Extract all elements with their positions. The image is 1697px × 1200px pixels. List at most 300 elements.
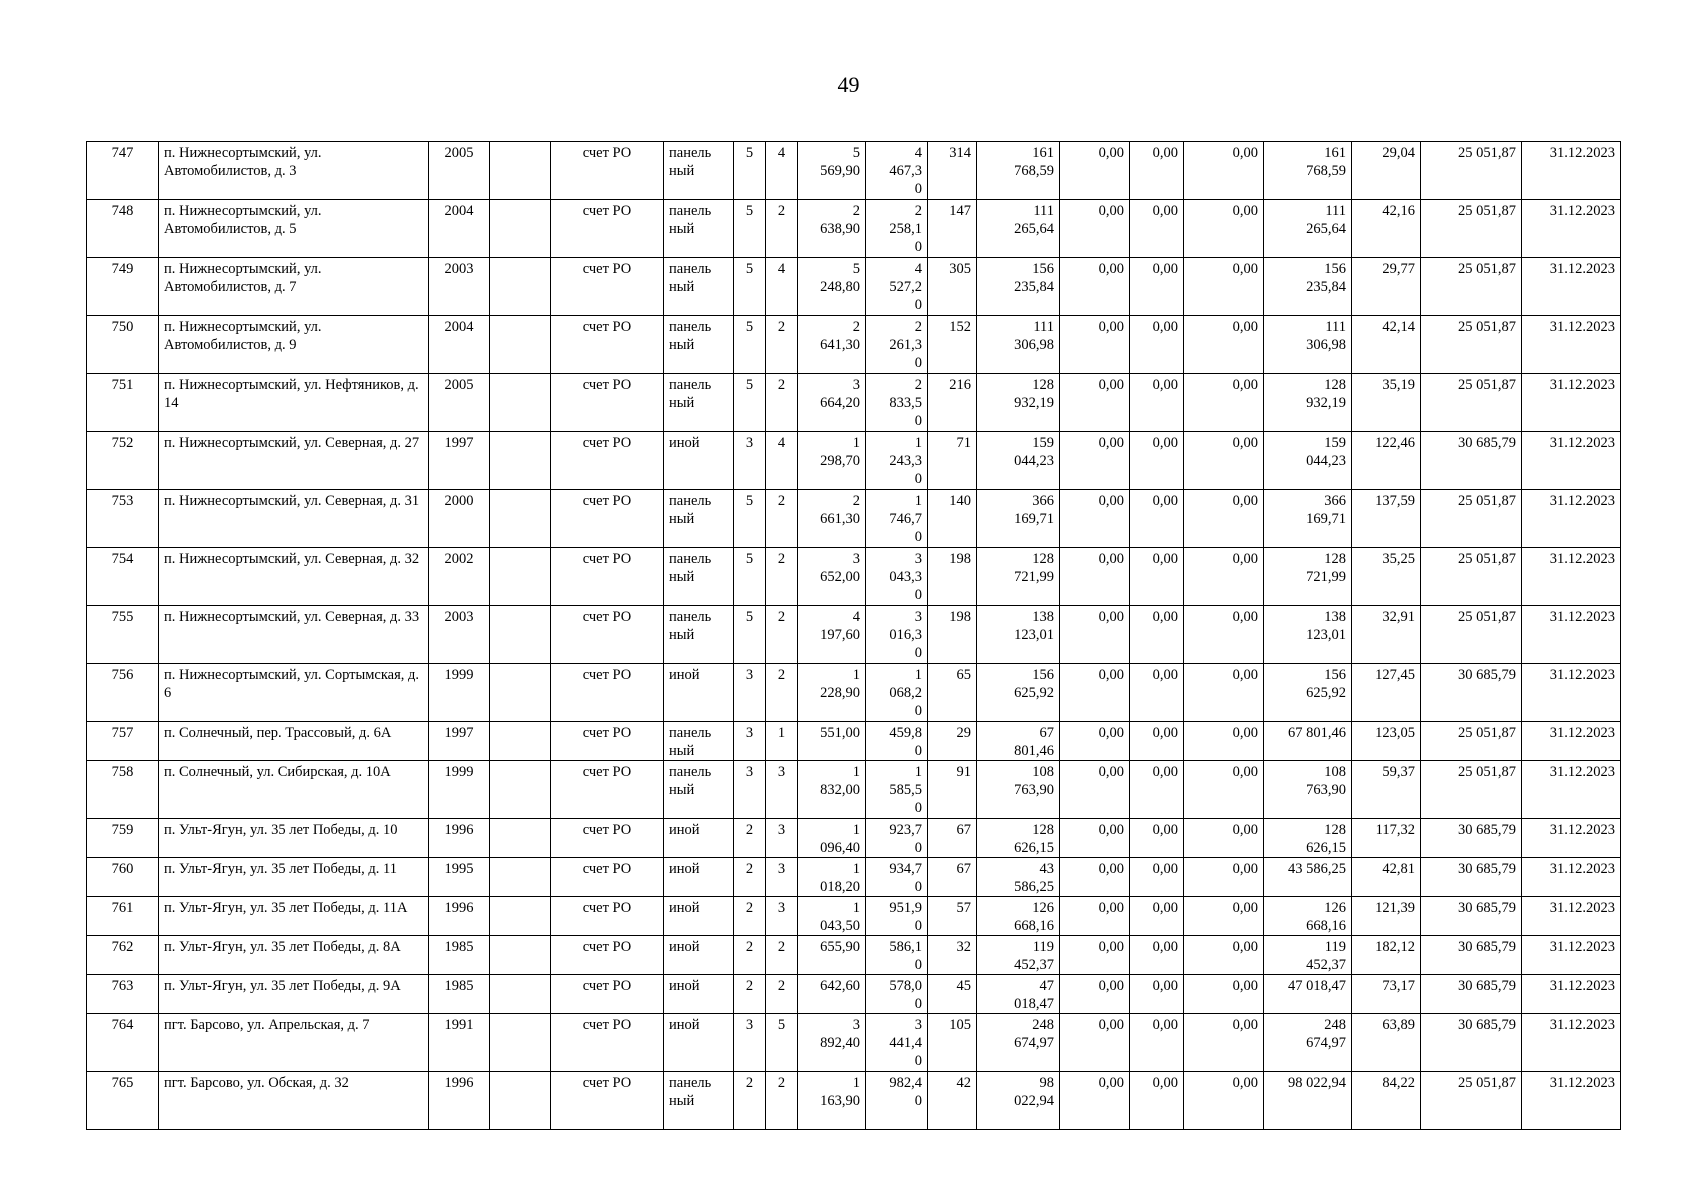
entrances-cell: 5 bbox=[766, 1014, 798, 1072]
table-row bbox=[87, 432, 1621, 490]
blank-cell-cell bbox=[490, 936, 551, 975]
table-row bbox=[87, 316, 1621, 374]
wall-material-cell: иной bbox=[664, 819, 734, 858]
living-area-cell: 4 467,3 0 bbox=[866, 142, 928, 200]
table-row bbox=[87, 936, 1621, 975]
cost-total-cell: 128 721,99 bbox=[977, 548, 1060, 606]
wall-material-cell: панель ный bbox=[664, 258, 734, 316]
cost-federal-cell: 0,00 bbox=[1060, 975, 1130, 1014]
cost-per-m2-cell: 137,59 bbox=[1352, 490, 1421, 548]
residents-cell: 67 bbox=[928, 819, 977, 858]
completion-date-cell: 31.12.2023 bbox=[1522, 722, 1621, 761]
entrances-cell: 2 bbox=[766, 975, 798, 1014]
wall-material-cell: панель ный bbox=[664, 606, 734, 664]
row-number-cell: 747 bbox=[87, 142, 159, 200]
fund-account-cell: счет РО bbox=[551, 606, 664, 664]
cost-owners-cell: 156 235,84 bbox=[1264, 258, 1352, 316]
cost-regional-cell: 0,00 bbox=[1130, 432, 1184, 490]
floors-cell: 5 bbox=[734, 316, 766, 374]
year-built-cell: 2000 bbox=[429, 490, 490, 548]
cost-limit-cell: 30 685,79 bbox=[1421, 858, 1522, 897]
fund-account-cell: счет РО bbox=[551, 1014, 664, 1072]
total-area-cell: 5 569,90 bbox=[798, 142, 866, 200]
cost-federal-cell: 0,00 bbox=[1060, 897, 1130, 936]
address-cell: пгт. Барсово, ул. Апрельская, д. 7 bbox=[159, 1014, 429, 1072]
fund-account-cell: счет РО bbox=[551, 374, 664, 432]
blank-cell-cell bbox=[490, 722, 551, 761]
wall-material-cell: иной bbox=[664, 1014, 734, 1072]
year-built-cell: 1991 bbox=[429, 1014, 490, 1072]
cost-municipal-cell: 0,00 bbox=[1184, 258, 1264, 316]
cost-total-cell: 128 932,19 bbox=[977, 374, 1060, 432]
address-cell: п. Нижнесортымский, ул. Северная, д. 27 bbox=[159, 432, 429, 490]
blank-cell-cell bbox=[490, 200, 551, 258]
fund-account-cell: счет РО bbox=[551, 722, 664, 761]
cost-federal-cell: 0,00 bbox=[1060, 761, 1130, 819]
cost-total-cell: 108 763,90 bbox=[977, 761, 1060, 819]
cost-owners-cell: 128 721,99 bbox=[1264, 548, 1352, 606]
housing-registry-table bbox=[86, 141, 1621, 1130]
entrances-cell: 1 bbox=[766, 722, 798, 761]
cost-limit-cell: 25 051,87 bbox=[1421, 258, 1522, 316]
total-area-cell: 2 638,90 bbox=[798, 200, 866, 258]
cost-federal-cell: 0,00 bbox=[1060, 490, 1130, 548]
row-number-cell: 750 bbox=[87, 316, 159, 374]
cost-owners-cell: 126 668,16 bbox=[1264, 897, 1352, 936]
cost-total-cell: 98 022,94 bbox=[977, 1072, 1060, 1130]
wall-material-cell: иной bbox=[664, 858, 734, 897]
total-area-cell: 1 043,50 bbox=[798, 897, 866, 936]
row-number-cell: 757 bbox=[87, 722, 159, 761]
total-area-cell: 551,00 bbox=[798, 722, 866, 761]
table-row bbox=[87, 858, 1621, 897]
cost-federal-cell: 0,00 bbox=[1060, 374, 1130, 432]
table-row bbox=[87, 258, 1621, 316]
cost-limit-cell: 30 685,79 bbox=[1421, 897, 1522, 936]
cost-total-cell: 128 626,15 bbox=[977, 819, 1060, 858]
cost-per-m2-cell: 84,22 bbox=[1352, 1072, 1421, 1130]
fund-account-cell: счет РО bbox=[551, 975, 664, 1014]
wall-material-cell: панель ный bbox=[664, 200, 734, 258]
cost-total-cell: 47 018,47 bbox=[977, 975, 1060, 1014]
address-cell: п. Нижнесортымский, ул. Сортымская, д. 6 bbox=[159, 664, 429, 722]
table-row bbox=[87, 819, 1621, 858]
row-number-cell: 760 bbox=[87, 858, 159, 897]
cost-municipal-cell: 0,00 bbox=[1184, 374, 1264, 432]
cost-owners-cell: 366 169,71 bbox=[1264, 490, 1352, 548]
total-area-cell: 4 197,60 bbox=[798, 606, 866, 664]
completion-date-cell: 31.12.2023 bbox=[1522, 1072, 1621, 1130]
address-cell: п. Нижнесортымский, ул. Северная, д. 32 bbox=[159, 548, 429, 606]
floors-cell: 2 bbox=[734, 897, 766, 936]
floors-cell: 3 bbox=[734, 722, 766, 761]
cost-regional-cell: 0,00 bbox=[1130, 722, 1184, 761]
completion-date-cell: 31.12.2023 bbox=[1522, 548, 1621, 606]
living-area-cell: 951,9 0 bbox=[866, 897, 928, 936]
living-area-cell: 2 833,5 0 bbox=[866, 374, 928, 432]
total-area-cell: 1 832,00 bbox=[798, 761, 866, 819]
wall-material-cell: панель ный bbox=[664, 1072, 734, 1130]
living-area-cell: 459,8 0 bbox=[866, 722, 928, 761]
cost-regional-cell: 0,00 bbox=[1130, 1014, 1184, 1072]
fund-account-cell: счет РО bbox=[551, 432, 664, 490]
cost-total-cell: 156 235,84 bbox=[977, 258, 1060, 316]
fund-account-cell: счет РО bbox=[551, 200, 664, 258]
cost-per-m2-cell: 42,14 bbox=[1352, 316, 1421, 374]
cost-regional-cell: 0,00 bbox=[1130, 142, 1184, 200]
entrances-cell: 3 bbox=[766, 761, 798, 819]
cost-municipal-cell: 0,00 bbox=[1184, 761, 1264, 819]
cost-regional-cell: 0,00 bbox=[1130, 606, 1184, 664]
table-row bbox=[87, 142, 1621, 200]
cost-federal-cell: 0,00 bbox=[1060, 258, 1130, 316]
residents-cell: 42 bbox=[928, 1072, 977, 1130]
fund-account-cell: счет РО bbox=[551, 761, 664, 819]
year-built-cell: 1996 bbox=[429, 819, 490, 858]
completion-date-cell: 31.12.2023 bbox=[1522, 432, 1621, 490]
entrances-cell: 2 bbox=[766, 316, 798, 374]
wall-material-cell: панель ный bbox=[664, 761, 734, 819]
total-area-cell: 1 228,90 bbox=[798, 664, 866, 722]
cost-owners-cell: 67 801,46 bbox=[1264, 722, 1352, 761]
wall-material-cell: панель ный bbox=[664, 374, 734, 432]
blank-cell-cell bbox=[490, 258, 551, 316]
living-area-cell: 578,0 0 bbox=[866, 975, 928, 1014]
blank-cell-cell bbox=[490, 374, 551, 432]
residents-cell: 32 bbox=[928, 936, 977, 975]
table-row bbox=[87, 548, 1621, 606]
cost-limit-cell: 25 051,87 bbox=[1421, 722, 1522, 761]
table-row bbox=[87, 761, 1621, 819]
cost-regional-cell: 0,00 bbox=[1130, 258, 1184, 316]
fund-account-cell: счет РО bbox=[551, 490, 664, 548]
blank-cell-cell bbox=[490, 316, 551, 374]
entrances-cell: 2 bbox=[766, 374, 798, 432]
fund-account-cell: счет РО bbox=[551, 819, 664, 858]
total-area-cell: 2 641,30 bbox=[798, 316, 866, 374]
cost-per-m2-cell: 29,04 bbox=[1352, 142, 1421, 200]
address-cell: п. Нижнесортымский, ул. Северная, д. 33 bbox=[159, 606, 429, 664]
cost-owners-cell: 156 625,92 bbox=[1264, 664, 1352, 722]
fund-account-cell: счет РО bbox=[551, 548, 664, 606]
wall-material-cell: иной bbox=[664, 936, 734, 975]
completion-date-cell: 31.12.2023 bbox=[1522, 490, 1621, 548]
completion-date-cell: 31.12.2023 bbox=[1522, 142, 1621, 200]
living-area-cell: 3 043,3 0 bbox=[866, 548, 928, 606]
cost-municipal-cell: 0,00 bbox=[1184, 819, 1264, 858]
cost-federal-cell: 0,00 bbox=[1060, 432, 1130, 490]
cost-regional-cell: 0,00 bbox=[1130, 936, 1184, 975]
address-cell: пгт. Барсово, ул. Обская, д. 32 bbox=[159, 1072, 429, 1130]
cost-regional-cell: 0,00 bbox=[1130, 316, 1184, 374]
cost-owners-cell: 248 674,97 bbox=[1264, 1014, 1352, 1072]
cost-municipal-cell: 0,00 bbox=[1184, 664, 1264, 722]
row-number-cell: 753 bbox=[87, 490, 159, 548]
floors-cell: 5 bbox=[734, 606, 766, 664]
total-area-cell: 1 018,20 bbox=[798, 858, 866, 897]
table-row bbox=[87, 1014, 1621, 1072]
row-number-cell: 765 bbox=[87, 1072, 159, 1130]
row-number-cell: 762 bbox=[87, 936, 159, 975]
blank-cell-cell bbox=[490, 432, 551, 490]
cost-per-m2-cell: 123,05 bbox=[1352, 722, 1421, 761]
year-built-cell: 1999 bbox=[429, 761, 490, 819]
entrances-cell: 3 bbox=[766, 858, 798, 897]
cost-municipal-cell: 0,00 bbox=[1184, 1014, 1264, 1072]
cost-total-cell: 126 668,16 bbox=[977, 897, 1060, 936]
completion-date-cell: 31.12.2023 bbox=[1522, 316, 1621, 374]
floors-cell: 2 bbox=[734, 1072, 766, 1130]
address-cell: п. Нижнесортымский, ул. Северная, д. 31 bbox=[159, 490, 429, 548]
residents-cell: 105 bbox=[928, 1014, 977, 1072]
residents-cell: 67 bbox=[928, 858, 977, 897]
total-area-cell: 655,90 bbox=[798, 936, 866, 975]
cost-owners-cell: 111 265,64 bbox=[1264, 200, 1352, 258]
floors-cell: 2 bbox=[734, 936, 766, 975]
completion-date-cell: 31.12.2023 bbox=[1522, 258, 1621, 316]
year-built-cell: 1985 bbox=[429, 936, 490, 975]
residents-cell: 314 bbox=[928, 142, 977, 200]
cost-municipal-cell: 0,00 bbox=[1184, 722, 1264, 761]
address-cell: п. Нижнесортымский, ул. Автомобилистов, д. 3 bbox=[159, 142, 429, 200]
residents-cell: 198 bbox=[928, 606, 977, 664]
floors-cell: 2 bbox=[734, 819, 766, 858]
total-area-cell: 3 652,00 bbox=[798, 548, 866, 606]
address-cell: п. Нижнесортымский, ул. Автомобилистов, д. 7 bbox=[159, 258, 429, 316]
completion-date-cell: 31.12.2023 bbox=[1522, 200, 1621, 258]
floors-cell: 5 bbox=[734, 200, 766, 258]
year-built-cell: 2004 bbox=[429, 200, 490, 258]
row-number-cell: 755 bbox=[87, 606, 159, 664]
cost-total-cell: 67 801,46 bbox=[977, 722, 1060, 761]
entrances-cell: 3 bbox=[766, 819, 798, 858]
row-number-cell: 759 bbox=[87, 819, 159, 858]
floors-cell: 5 bbox=[734, 258, 766, 316]
completion-date-cell: 31.12.2023 bbox=[1522, 606, 1621, 664]
floors-cell: 3 bbox=[734, 1014, 766, 1072]
completion-date-cell: 31.12.2023 bbox=[1522, 975, 1621, 1014]
year-built-cell: 1997 bbox=[429, 432, 490, 490]
year-built-cell: 1985 bbox=[429, 975, 490, 1014]
cost-regional-cell: 0,00 bbox=[1130, 897, 1184, 936]
cost-limit-cell: 25 051,87 bbox=[1421, 490, 1522, 548]
wall-material-cell: иной bbox=[664, 897, 734, 936]
living-area-cell: 934,7 0 bbox=[866, 858, 928, 897]
cost-total-cell: 119 452,37 bbox=[977, 936, 1060, 975]
floors-cell: 5 bbox=[734, 490, 766, 548]
floors-cell: 3 bbox=[734, 664, 766, 722]
row-number-cell: 763 bbox=[87, 975, 159, 1014]
cost-per-m2-cell: 122,46 bbox=[1352, 432, 1421, 490]
cost-municipal-cell: 0,00 bbox=[1184, 606, 1264, 664]
address-cell: п. Нижнесортымский, ул. Нефтяников, д. 14 bbox=[159, 374, 429, 432]
cost-limit-cell: 30 685,79 bbox=[1421, 819, 1522, 858]
cost-per-m2-cell: 73,17 bbox=[1352, 975, 1421, 1014]
cost-federal-cell: 0,00 bbox=[1060, 606, 1130, 664]
year-built-cell: 2005 bbox=[429, 142, 490, 200]
floors-cell: 3 bbox=[734, 761, 766, 819]
cost-regional-cell: 0,00 bbox=[1130, 975, 1184, 1014]
row-number-cell: 761 bbox=[87, 897, 159, 936]
row-number-cell: 758 bbox=[87, 761, 159, 819]
residents-cell: 71 bbox=[928, 432, 977, 490]
wall-material-cell: панель ный bbox=[664, 722, 734, 761]
cost-federal-cell: 0,00 bbox=[1060, 1072, 1130, 1130]
living-area-cell: 586,1 0 bbox=[866, 936, 928, 975]
cost-total-cell: 156 625,92 bbox=[977, 664, 1060, 722]
completion-date-cell: 31.12.2023 bbox=[1522, 936, 1621, 975]
cost-owners-cell: 47 018,47 bbox=[1264, 975, 1352, 1014]
cost-limit-cell: 25 051,87 bbox=[1421, 606, 1522, 664]
total-area-cell: 3 892,40 bbox=[798, 1014, 866, 1072]
year-built-cell: 2004 bbox=[429, 316, 490, 374]
fund-account-cell: счет РО bbox=[551, 316, 664, 374]
cost-limit-cell: 25 051,87 bbox=[1421, 1072, 1522, 1130]
blank-cell-cell bbox=[490, 1014, 551, 1072]
row-number-cell: 752 bbox=[87, 432, 159, 490]
year-built-cell: 1999 bbox=[429, 664, 490, 722]
address-cell: п. Ульт-Ягун, ул. 35 лет Победы, д. 11 bbox=[159, 858, 429, 897]
cost-total-cell: 161 768,59 bbox=[977, 142, 1060, 200]
cost-owners-cell: 119 452,37 bbox=[1264, 936, 1352, 975]
cost-municipal-cell: 0,00 bbox=[1184, 200, 1264, 258]
fund-account-cell: счет РО bbox=[551, 258, 664, 316]
cost-limit-cell: 30 685,79 bbox=[1421, 975, 1522, 1014]
cost-municipal-cell: 0,00 bbox=[1184, 432, 1264, 490]
cost-limit-cell: 30 685,79 bbox=[1421, 1014, 1522, 1072]
cost-limit-cell: 25 051,87 bbox=[1421, 761, 1522, 819]
completion-date-cell: 31.12.2023 bbox=[1522, 664, 1621, 722]
wall-material-cell: панель ный bbox=[664, 548, 734, 606]
row-number-cell: 748 bbox=[87, 200, 159, 258]
completion-date-cell: 31.12.2023 bbox=[1522, 374, 1621, 432]
cost-municipal-cell: 0,00 bbox=[1184, 316, 1264, 374]
cost-federal-cell: 0,00 bbox=[1060, 200, 1130, 258]
row-number-cell: 756 bbox=[87, 664, 159, 722]
cost-per-m2-cell: 32,91 bbox=[1352, 606, 1421, 664]
fund-account-cell: счет РО bbox=[551, 664, 664, 722]
year-built-cell: 2003 bbox=[429, 258, 490, 316]
entrances-cell: 3 bbox=[766, 897, 798, 936]
living-area-cell: 2 261,3 0 bbox=[866, 316, 928, 374]
entrances-cell: 4 bbox=[766, 258, 798, 316]
cost-regional-cell: 0,00 bbox=[1130, 200, 1184, 258]
fund-account-cell: счет РО bbox=[551, 936, 664, 975]
cost-regional-cell: 0,00 bbox=[1130, 664, 1184, 722]
wall-material-cell: панель ный bbox=[664, 316, 734, 374]
table-row bbox=[87, 606, 1621, 664]
residents-cell: 198 bbox=[928, 548, 977, 606]
table-row bbox=[87, 722, 1621, 761]
residents-cell: 57 bbox=[928, 897, 977, 936]
wall-material-cell: иной bbox=[664, 664, 734, 722]
entrances-cell: 2 bbox=[766, 606, 798, 664]
cost-federal-cell: 0,00 bbox=[1060, 722, 1130, 761]
cost-owners-cell: 128 932,19 bbox=[1264, 374, 1352, 432]
address-cell: п. Нижнесортымский, ул. Автомобилистов, д. 5 bbox=[159, 200, 429, 258]
cost-federal-cell: 0,00 bbox=[1060, 936, 1130, 975]
cost-per-m2-cell: 59,37 bbox=[1352, 761, 1421, 819]
row-number-cell: 764 bbox=[87, 1014, 159, 1072]
blank-cell-cell bbox=[490, 664, 551, 722]
living-area-cell: 4 527,2 0 bbox=[866, 258, 928, 316]
entrances-cell: 2 bbox=[766, 664, 798, 722]
table-row bbox=[87, 200, 1621, 258]
living-area-cell: 1 068,2 0 bbox=[866, 664, 928, 722]
total-area-cell: 5 248,80 bbox=[798, 258, 866, 316]
total-area-cell: 1 298,70 bbox=[798, 432, 866, 490]
address-cell: п. Нижнесортымский, ул. Автомобилистов, д. 9 bbox=[159, 316, 429, 374]
year-built-cell: 1996 bbox=[429, 1072, 490, 1130]
completion-date-cell: 31.12.2023 bbox=[1522, 1014, 1621, 1072]
total-area-cell: 1 163,90 bbox=[798, 1072, 866, 1130]
floors-cell: 5 bbox=[734, 548, 766, 606]
page-number: 49 bbox=[837, 72, 860, 97]
cost-limit-cell: 25 051,87 bbox=[1421, 316, 1522, 374]
wall-material-cell: иной bbox=[664, 975, 734, 1014]
completion-date-cell: 31.12.2023 bbox=[1522, 761, 1621, 819]
cost-per-m2-cell: 42,81 bbox=[1352, 858, 1421, 897]
cost-limit-cell: 30 685,79 bbox=[1421, 936, 1522, 975]
cost-federal-cell: 0,00 bbox=[1060, 1014, 1130, 1072]
entrances-cell: 4 bbox=[766, 142, 798, 200]
row-number-cell: 751 bbox=[87, 374, 159, 432]
wall-material-cell: панель ный bbox=[664, 490, 734, 548]
residents-cell: 305 bbox=[928, 258, 977, 316]
cost-municipal-cell: 0,00 bbox=[1184, 548, 1264, 606]
cost-municipal-cell: 0,00 bbox=[1184, 1072, 1264, 1130]
floors-cell: 5 bbox=[734, 374, 766, 432]
living-area-cell: 3 016,3 0 bbox=[866, 606, 928, 664]
row-number-cell: 754 bbox=[87, 548, 159, 606]
cost-total-cell: 111 306,98 bbox=[977, 316, 1060, 374]
table-row bbox=[87, 664, 1621, 722]
cost-municipal-cell: 0,00 bbox=[1184, 975, 1264, 1014]
year-built-cell: 1996 bbox=[429, 897, 490, 936]
cost-owners-cell: 138 123,01 bbox=[1264, 606, 1352, 664]
blank-cell-cell bbox=[490, 975, 551, 1014]
row-number-cell: 749 bbox=[87, 258, 159, 316]
address-cell: п. Ульт-Ягун, ул. 35 лет Победы, д. 9А bbox=[159, 975, 429, 1014]
blank-cell-cell bbox=[490, 142, 551, 200]
residents-cell: 216 bbox=[928, 374, 977, 432]
completion-date-cell: 31.12.2023 bbox=[1522, 819, 1621, 858]
floors-cell: 2 bbox=[734, 858, 766, 897]
entrances-cell: 4 bbox=[766, 432, 798, 490]
cost-federal-cell: 0,00 bbox=[1060, 142, 1130, 200]
year-built-cell: 1997 bbox=[429, 722, 490, 761]
cost-limit-cell: 25 051,87 bbox=[1421, 142, 1522, 200]
cost-per-m2-cell: 29,77 bbox=[1352, 258, 1421, 316]
cost-federal-cell: 0,00 bbox=[1060, 819, 1130, 858]
cost-total-cell: 159 044,23 bbox=[977, 432, 1060, 490]
fund-account-cell: счет РО bbox=[551, 142, 664, 200]
cost-per-m2-cell: 121,39 bbox=[1352, 897, 1421, 936]
cost-per-m2-cell: 35,19 bbox=[1352, 374, 1421, 432]
living-area-cell: 1 585,5 0 bbox=[866, 761, 928, 819]
table-row bbox=[87, 1072, 1621, 1130]
cost-regional-cell: 0,00 bbox=[1130, 858, 1184, 897]
cost-regional-cell: 0,00 bbox=[1130, 490, 1184, 548]
total-area-cell: 1 096,40 bbox=[798, 819, 866, 858]
cost-per-m2-cell: 117,32 bbox=[1352, 819, 1421, 858]
residents-cell: 147 bbox=[928, 200, 977, 258]
wall-material-cell: иной bbox=[664, 432, 734, 490]
cost-owners-cell: 111 306,98 bbox=[1264, 316, 1352, 374]
blank-cell-cell bbox=[490, 548, 551, 606]
year-built-cell: 2003 bbox=[429, 606, 490, 664]
entrances-cell: 2 bbox=[766, 936, 798, 975]
